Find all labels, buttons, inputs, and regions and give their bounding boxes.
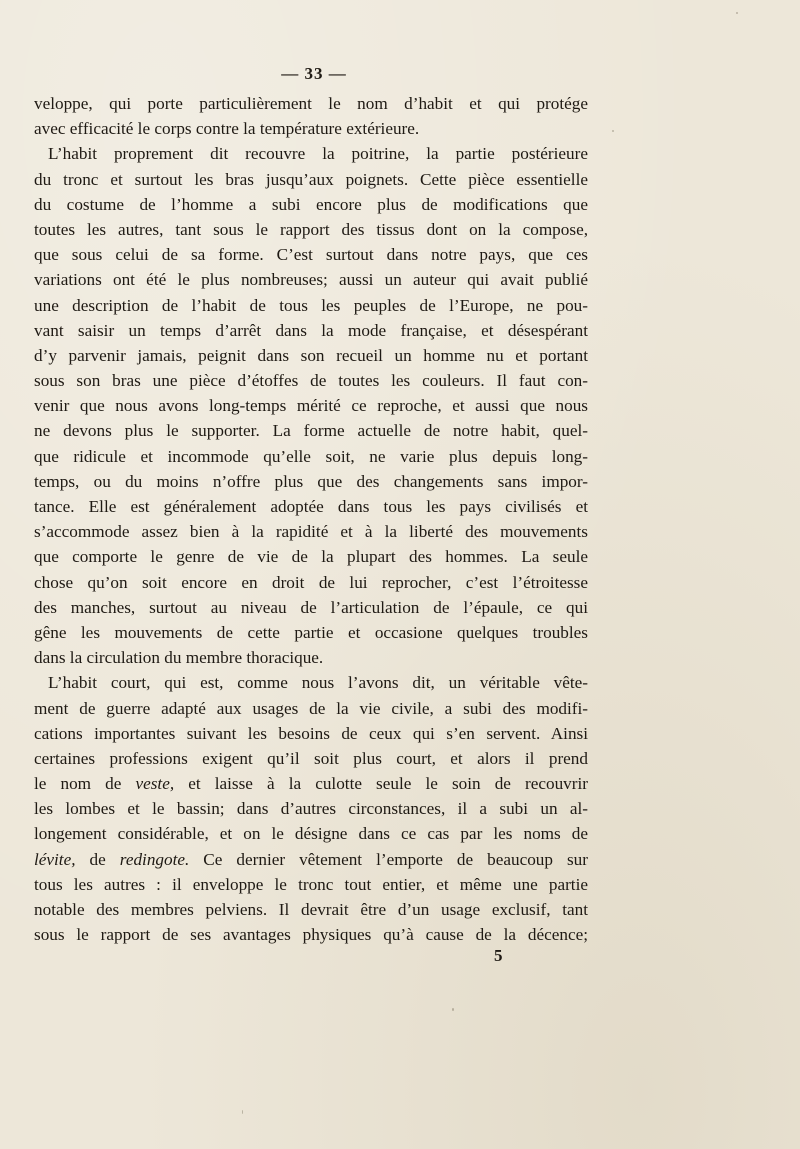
text-line: d’y parvenir jamais, peignit dans son recueil un homme nu et portant: [34, 345, 588, 365]
text-line: vant saisir un temps d’arrêt dans la mode française, et désespérant: [34, 320, 588, 340]
text-line: temps, ou du moins n’offre plus que des changements sans impor-: [34, 471, 588, 491]
text-line: des manches, surtout au niveau de l’articulation de l’épaule, ce qui: [34, 597, 588, 617]
paper-speck: [452, 1008, 454, 1011]
text-line: du costume de l’homme a subi encore plus de modifications que: [34, 194, 588, 214]
body-text: [34, 91, 588, 947]
text-line: s’accommode assez bien à la rapidité et à la liberté des mouvements: [34, 522, 588, 542]
text-line: certaines professions exigent qu’il soit plus court, et alors il prend: [34, 748, 588, 768]
text-line: le nom de veste, et laisse à la culotte seule le soin de recouvrir: [34, 774, 588, 794]
text-line: lévite, de redingote. Ce dernier vêtement l’emporte de beaucoup sur: [34, 849, 588, 869]
text-line: L’habit proprement dit recouvre la poitrine, la partie postérieure: [48, 144, 588, 164]
text-line: longement considérable, et on le désigne dans ce cas par les noms de: [34, 824, 588, 844]
text-line: venir que nous avons long-temps mérité ce reproche, et aussi que nous: [34, 396, 588, 416]
text-line: du tronc et surtout les bras jusqu’aux poignets. Cette pièce essentielle: [34, 169, 588, 189]
text-line: variations ont été le plus nombreuses; aussi un auteur qui avait publié: [34, 270, 588, 290]
text-line: toutes les autres, tant sous le rapport des tissus dont on la compose,: [34, 219, 588, 239]
text-line: tance. Elle est généralement adoptée dans tous les pays civilisés et: [34, 497, 588, 516]
text-line: cations importantes suivant les besoins de ceux qui s’en servent. Ainsi: [34, 723, 588, 743]
text-line: sous le rapport de ses avantages physiques qu’à cause de la décence;: [34, 925, 588, 945]
text-line: les lombes et le bassin; dans d’autres circonstances, il a subi un al-: [34, 799, 588, 819]
text-line: chose qu’on soit encore en droit de lui reprocher, c’est l’étroitesse: [34, 572, 588, 592]
page-number-header: — 33 —: [281, 64, 347, 83]
text-line: veloppe, qui porte particulièrement le nom d’habit et qui protége: [34, 94, 588, 113]
text-line: tous les autres : il enveloppe le tronc tout entier, et même une partie: [34, 874, 588, 894]
text-line: que ridicule et incommode qu’elle soit, ne varie plus depuis long-: [34, 446, 588, 466]
text-line: que comporte le genre de vie de la plupart des hommes. La seule: [34, 547, 588, 567]
paper-speck: [242, 1110, 243, 1114]
text-line: notable des membres pelviens. Il devrait être d’un usage exclusif, tant: [34, 900, 588, 919]
text-line: avec efficacité le corps contre la température extérieure.: [34, 119, 420, 139]
text-line: une description de l’habit de tous les peuples de l’Europe, ne pou-: [34, 295, 588, 315]
text-line: que sous celui de sa forme. C’est surtout dans notre pays, que ces: [34, 245, 588, 265]
text-line: ment de guerre adapté aux usages de la vie civile, a subi des modifi-: [34, 698, 588, 718]
text-line: gêne les mouvements de cette partie et occasione quelques troubles: [34, 622, 588, 642]
signature-mark: 5: [494, 946, 503, 965]
text-line: L’habit court, qui est, comme nous l’avons dit, un véritable vête-: [48, 673, 588, 693]
paper-speck: [736, 12, 738, 14]
text-line: ne devons plus le supporter. La forme actuelle de notre habit, quel-: [34, 421, 588, 441]
text-line: dans la circulation du membre thoracique.: [34, 648, 324, 668]
paper-speck: [612, 130, 614, 132]
text-line: sous son bras une pièce d’étoffes de toutes les couleurs. Il faut con-: [34, 371, 588, 391]
